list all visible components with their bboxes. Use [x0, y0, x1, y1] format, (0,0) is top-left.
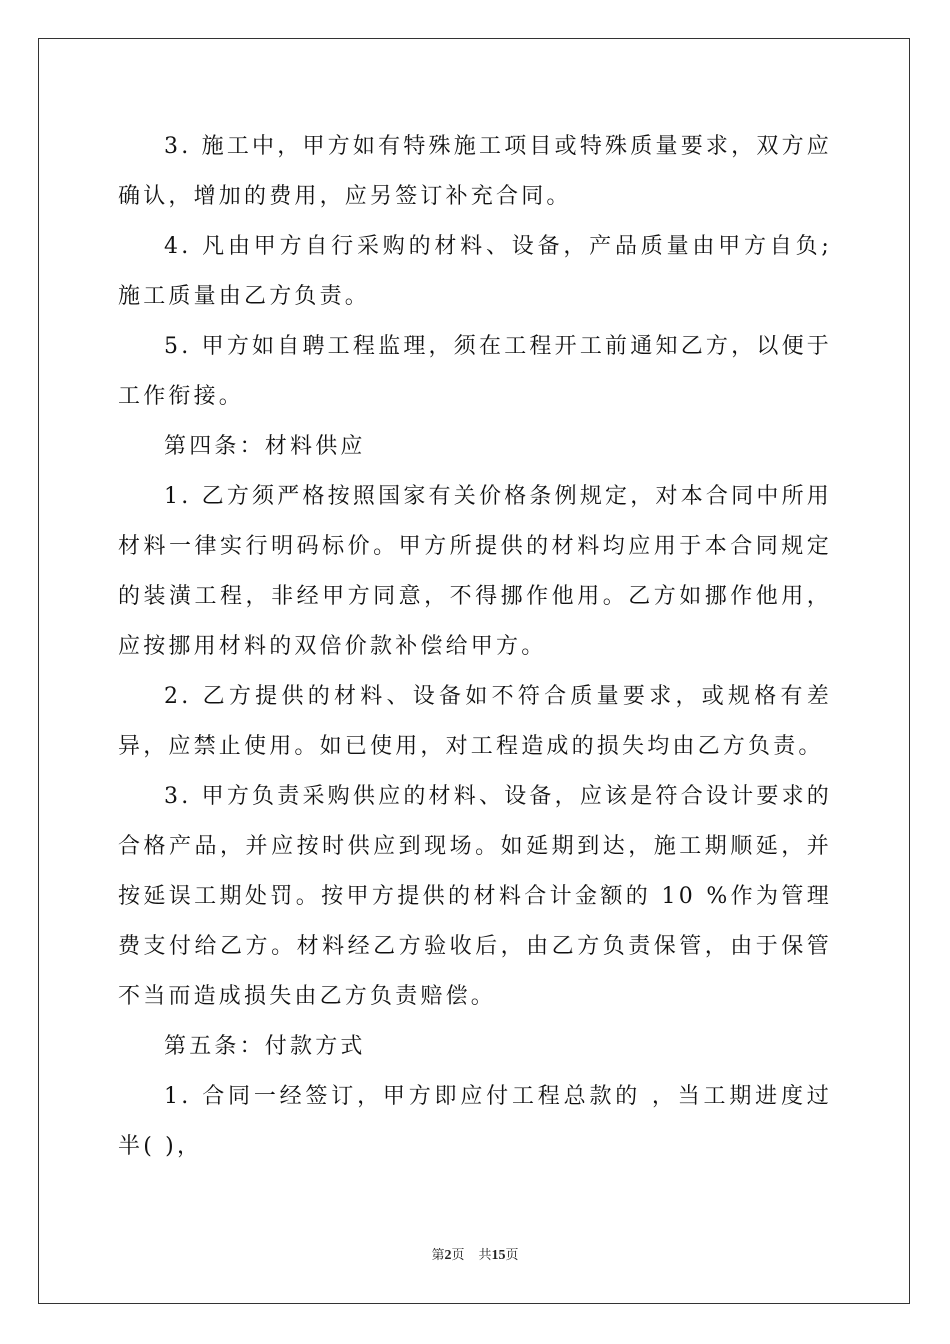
page-footer [0, 1244, 950, 1264]
document-body [118, 122, 832, 1172]
footer-total-pages: 15 [491, 1248, 506, 1263]
paragraph-clause-5-1: 1. 合同一经签订，甲方即应付工程总款的 ，当工期进度过半( )， [118, 1084, 832, 1159]
paragraph-clause-4-3: 3. 甲方负责采购供应的材料、设备，应该是符合设计要求的合格产品，并应按时供应到现场。如延期到达，施工期顺延，并按延误工期处罚。按甲方提供的材料合计金额的 10 %作为管理费支付给乙方。材料经乙方验收后，由乙方负责保管，由于保管不当而造成损失由乙方负责赔偿。 [118, 784, 832, 1009]
footer-page-prefix: 第 [431, 1248, 445, 1263]
footer-page-number: 2 [444, 1248, 452, 1263]
paragraph-clause-3-5: 5. 甲方如自聘工程监理，须在工程开工前通知乙方，以便于工作衔接。 [118, 334, 832, 409]
paragraph-clause-3-4: 4. 凡由甲方自行采购的材料、设备，产品质量由甲方自负;施工质量由乙方负责。 [118, 234, 832, 309]
paragraph-clause-3-3: 3. 施工中，甲方如有特殊施工项目或特殊质量要求，双方应确认，增加的费用，应另签订补充合同。 [118, 134, 832, 209]
section-heading-article-4: 第四条：材料供应 [164, 434, 366, 459]
paragraph-clause-4-2: 2. 乙方提供的材料、设备如不符合质量要求，或规格有差异，应禁止使用。如已使用，对工程造成的损失均由乙方负责。 [118, 684, 832, 759]
paragraph-clause-4-1: 1. 乙方须严格按照国家有关价格条例规定，对本合同中所用材料一律实行明码标价。甲方所提供的材料均应用于本合同规定的装潢工程，非经甲方同意，不得挪作他用。乙方如挪作他用，应按挪用材料的双倍价款补偿给甲方。 [118, 484, 832, 659]
footer-page-suffix: 页 [451, 1248, 465, 1263]
section-heading-article-5: 第五条：付款方式 [164, 1034, 366, 1059]
footer-total-suffix: 页 [505, 1248, 519, 1263]
footer-total-prefix: 共 [478, 1248, 492, 1263]
